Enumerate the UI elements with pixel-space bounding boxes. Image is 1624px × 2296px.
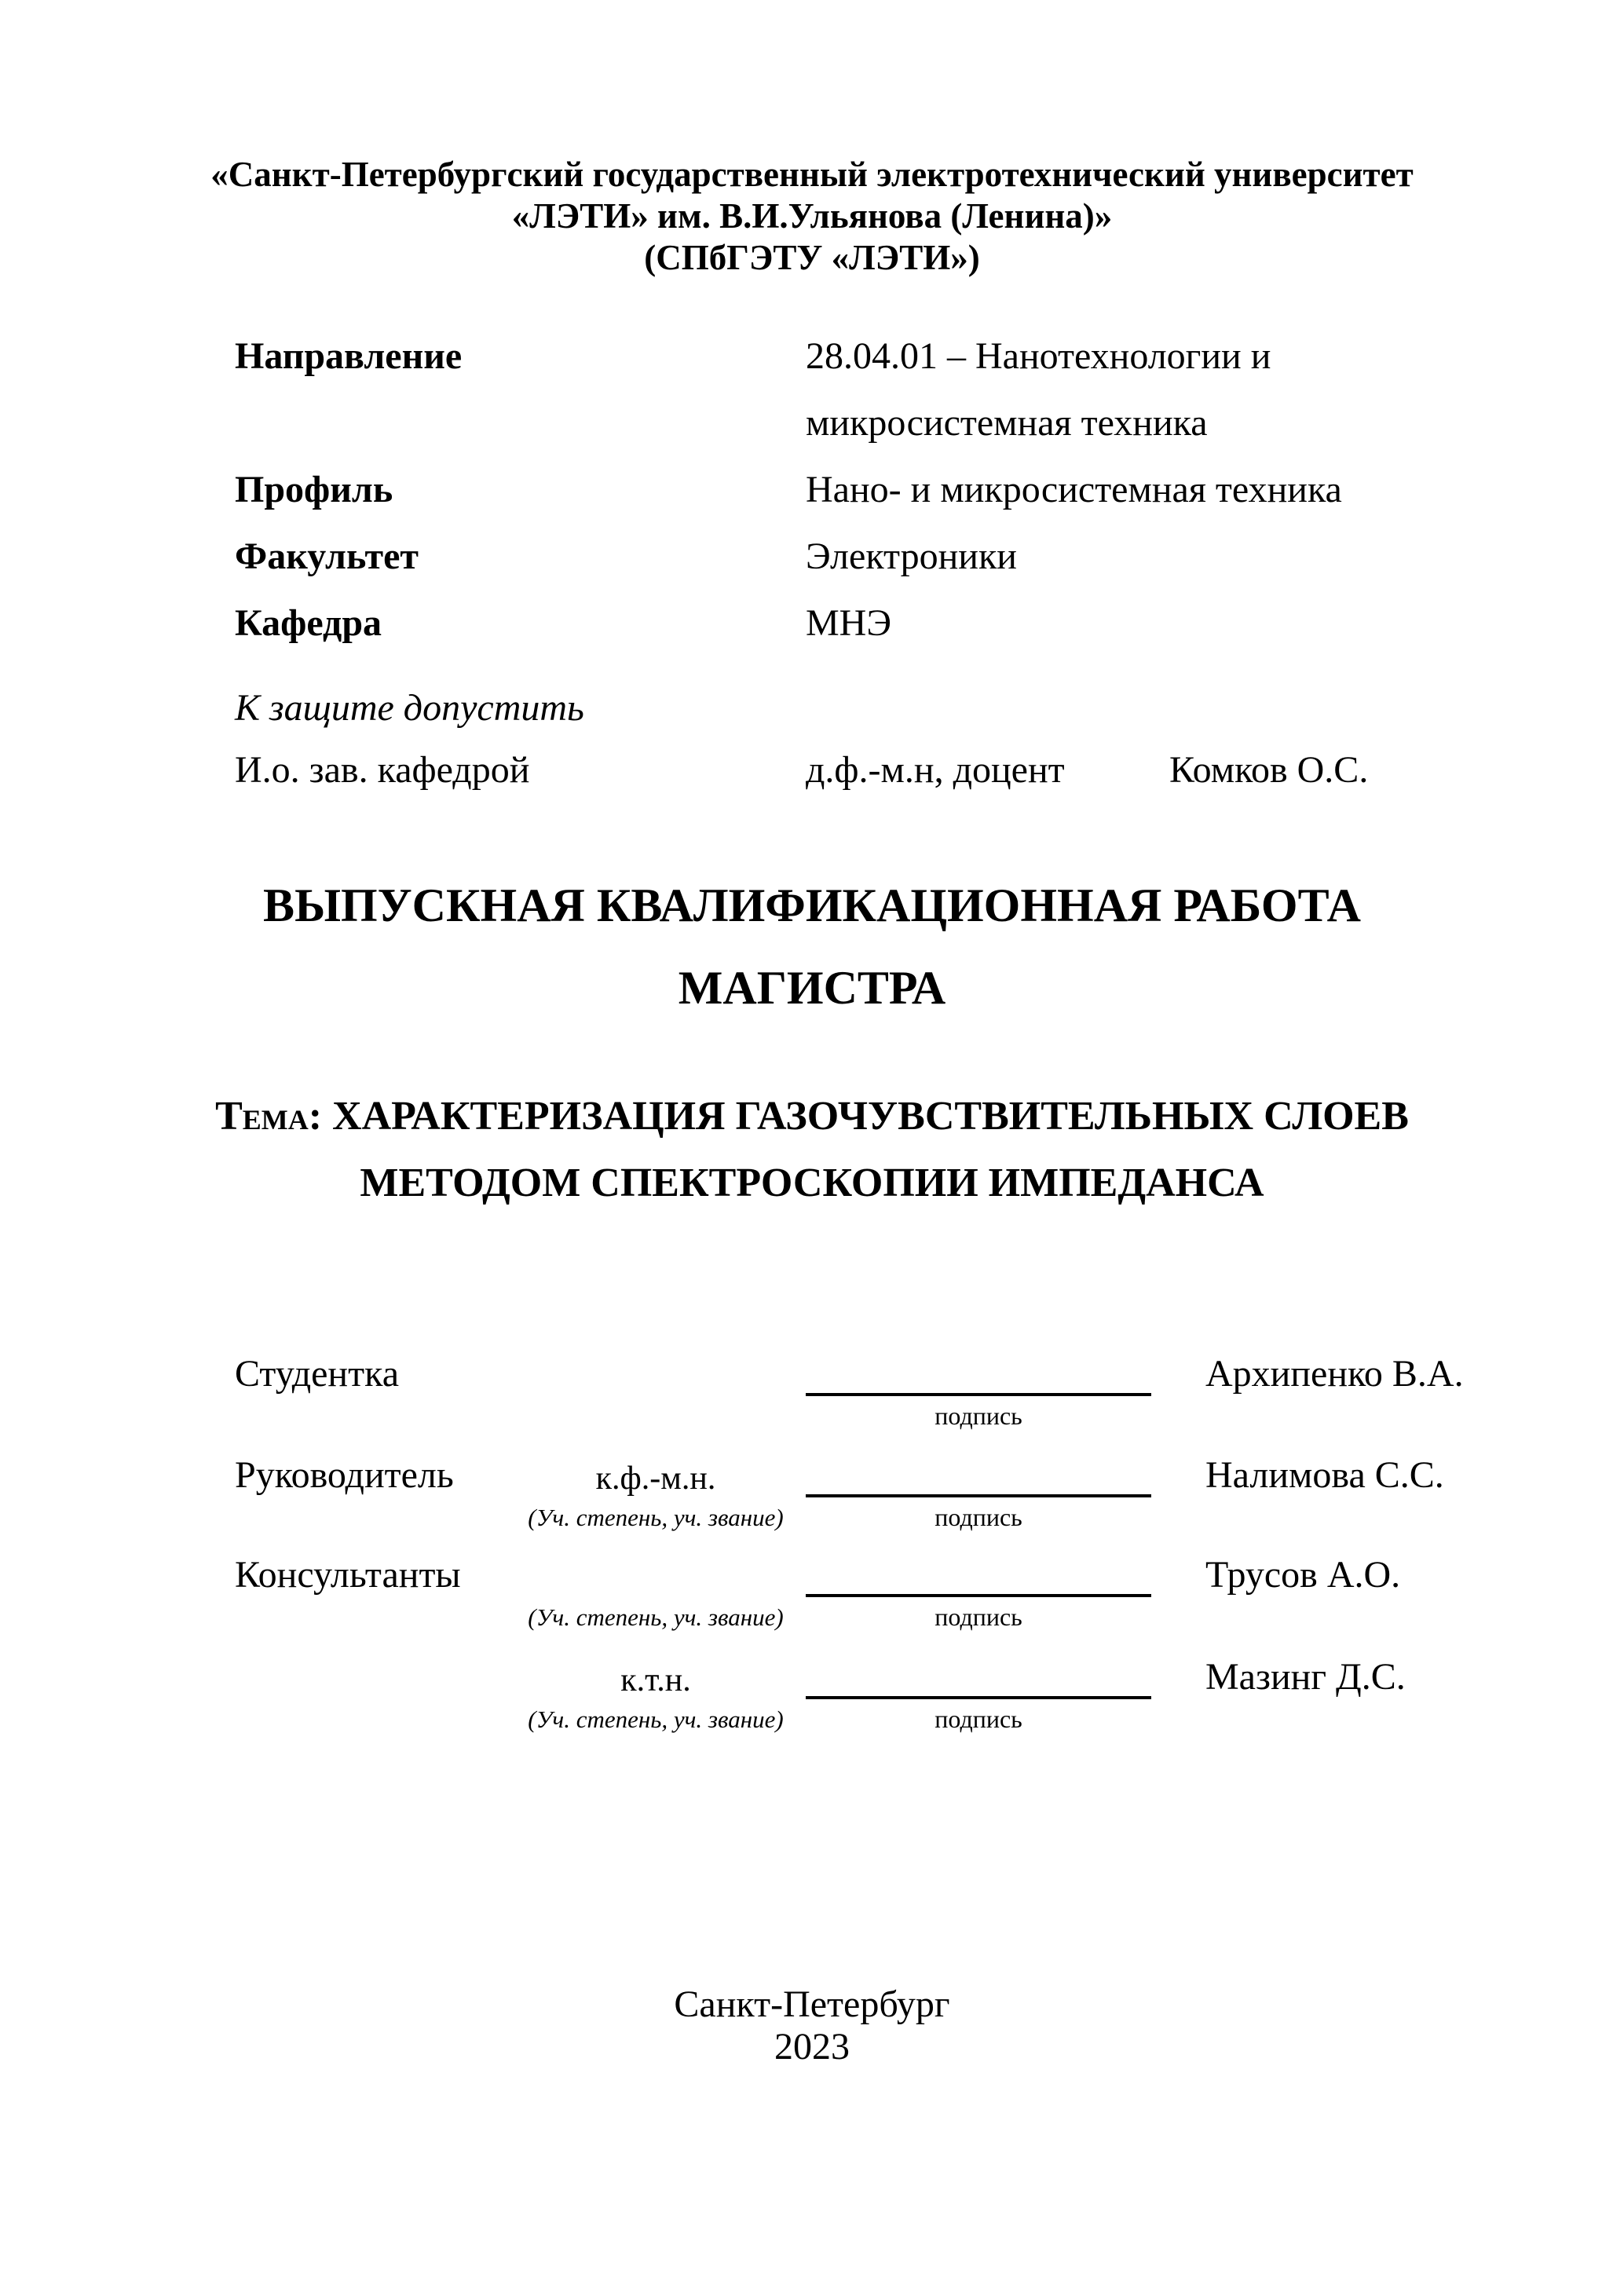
signature-caption: подпись [935,1705,1022,1733]
admission-note: К защите допустить [235,687,584,729]
signature-name: Мазинг Д.С. [1205,1656,1406,1698]
page-title-line-1: ВЫПУСКНАЯ КВАЛИФИКАЦИОННАЯ РАБОТА [263,879,1361,931]
theme-line-2: МЕТОДОМ СПЕКТРОСКОПИИ ИМПЕДАНСА [360,1161,1264,1205]
department-label: Кафедра [235,602,382,644]
university-header-line-3: (СПбГЭТУ «ЛЭТИ») [644,238,980,277]
signature-line [806,1393,1151,1396]
signature-row-supervisor [0,1453,1624,1552]
signature-line [806,1494,1151,1497]
theme-line-1 [0,1093,1624,1139]
theme-line-1-text: ХАРАКТЕРИЗАЦИЯ ГАЗОЧУВСТВИТЕЛЬНЫХ СЛОЕВ [332,1094,1409,1139]
signature-caption: подпись [935,1503,1022,1531]
admission-degree: д.ф.-м.н, доцент [806,749,1065,791]
faculty-label: Факультет [235,536,419,577]
signature-row-student [0,1352,1624,1450]
university-header [0,154,1624,279]
signature-degree: к.ф.-м.н. [595,1461,716,1497]
signature-caption: подпись [935,1603,1022,1631]
footer [0,1983,1624,2068]
signature-degree-caption: (Уч. степень, уч. звание) [528,1706,784,1733]
signature-name: Архипенко В.А. [1205,1353,1464,1395]
signature-role: Консультанты [235,1554,461,1596]
profile-value: Нано- и микросистемная техника [806,469,1342,510]
admission-role: И.о. зав. кафедрой [235,749,530,791]
signature-degree-caption: (Уч. степень, уч. звание) [528,1603,784,1631]
faculty-value: Электроники [806,536,1017,577]
university-header-line-2: «ЛЭТИ» им. В.И.Ульянова (Ленина)» [511,196,1113,236]
signature-row-consultant-1 [0,1553,1624,1651]
theme-prefix: Тема: [215,1094,323,1139]
signature-line [806,1696,1151,1699]
university-header-line-1: «Санкт-Петербургский государственный электротехнический университет [210,155,1414,194]
admission-name: Комков О.С. [1169,749,1369,791]
direction-label: Направление [235,335,463,377]
signature-caption: подпись [935,1402,1022,1430]
direction-value-line-1: 28.04.01 – Нанотехнологии и [806,335,1271,377]
signature-row-consultant-2 [0,1655,1624,1753]
signature-degree-caption: (Уч. степень, уч. звание) [528,1504,784,1531]
signature-line [806,1594,1151,1597]
footer-year: 2023 [774,2026,850,2067]
signature-name: Налимова С.С. [1205,1454,1444,1496]
signature-role: Руководитель [235,1454,454,1496]
signature-degree: к.т.н. [620,1662,691,1698]
footer-city: Санкт-Петербург [674,1983,950,2025]
profile-label: Профиль [235,469,393,510]
direction-value-line-2: микросистемная техника [806,402,1208,444]
signature-name: Трусов А.О. [1205,1554,1401,1596]
signature-role: Студентка [235,1353,399,1395]
page-title-line-2: МАГИСТРА [678,962,946,1014]
department-value: МНЭ [806,602,892,644]
